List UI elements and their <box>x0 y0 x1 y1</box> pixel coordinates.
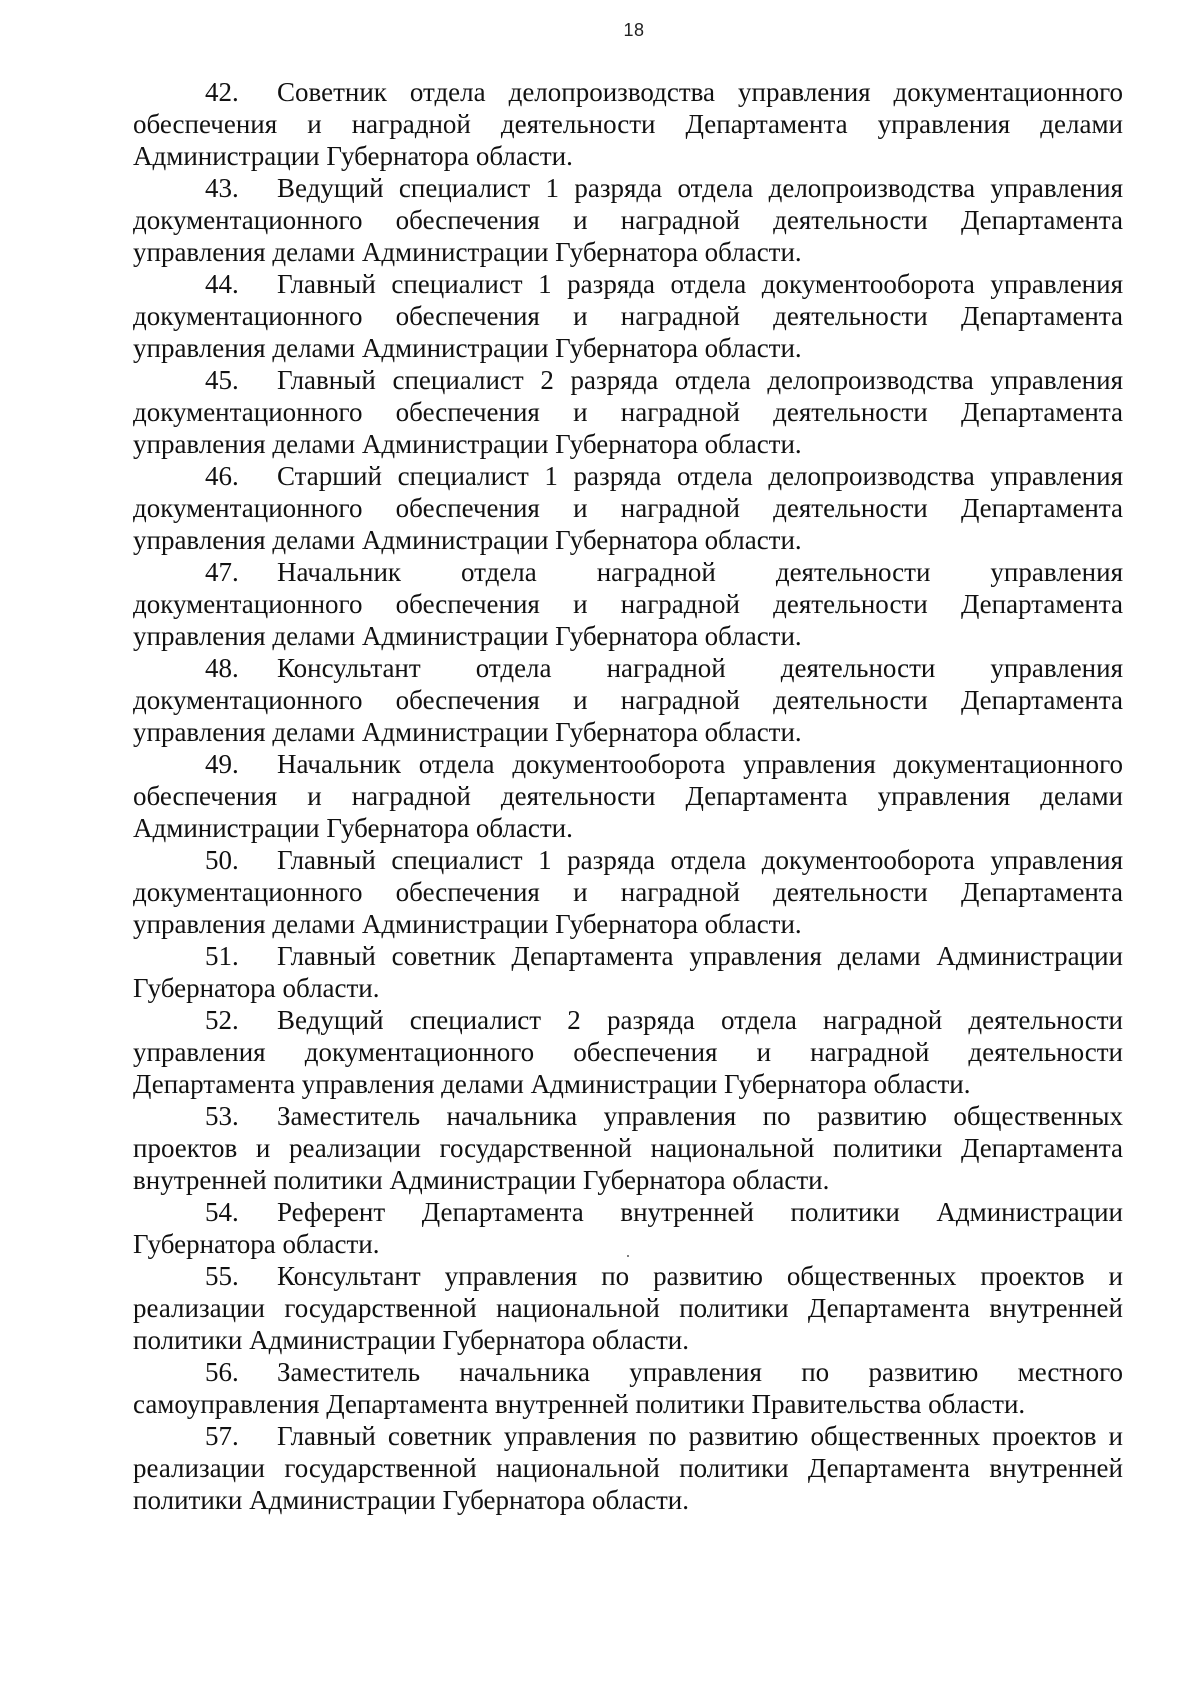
list-item <box>133 76 1123 172</box>
item-number: 46. <box>205 461 239 491</box>
item-number: 57. <box>205 1421 239 1451</box>
item-text: Референт Департамента внутренней политики Администрации Губернатора области. <box>133 1197 1123 1259</box>
item-text: Заместитель начальника управления по развитию местного самоуправления Департамента внутренней политики Правительства области. <box>133 1357 1123 1419</box>
item-number: 56. <box>205 1357 239 1387</box>
item-number: 48. <box>205 653 239 683</box>
item-text: Ведущий специалист 2 разряда отдела наградной деятельности управления документационного обеспечения и наградной деятельности Департамента управления делами Администрации Губернатора области. <box>133 1005 1123 1099</box>
item-number: 42. <box>205 77 239 107</box>
item-text: Заместитель начальника управления по развитию общественных проектов и реализации государственной национальной политики Департамента внутренней политики Администрации Губернатора области. <box>133 1101 1123 1195</box>
list-item <box>133 940 1123 1004</box>
item-number: 53. <box>205 1101 239 1131</box>
item-list <box>133 76 1123 1516</box>
list-item <box>133 1100 1123 1196</box>
item-number: 55. <box>205 1261 239 1291</box>
item-text: Начальник отдела документооборота управления документационного обеспечения и наградной деятельности Департамента управления делами Администрации Губернатора области. <box>133 749 1123 843</box>
item-number: 52. <box>205 1005 239 1035</box>
list-item <box>133 268 1123 364</box>
list-item <box>133 1004 1123 1100</box>
item-text: Главный специалист 1 разряда отдела документооборота управления документационного обеспечения и наградной деятельности Департамента управления делами Администрации Губернатора области. <box>133 845 1123 939</box>
item-number: 45. <box>205 365 239 395</box>
list-item <box>133 556 1123 652</box>
item-number: 51. <box>205 941 239 971</box>
item-text: Ведущий специалист 1 разряда отдела делопроизводства управления документационного обеспечения и наградной деятельности Департамента управления делами Администрации Губернатора области. <box>133 173 1123 267</box>
list-item <box>133 1356 1123 1420</box>
item-text: Главный советник управления по развитию общественных проектов и реализации государственной национальной политики Департамента внутренней политики Администрации Губернатора области. <box>133 1421 1123 1515</box>
item-text: Главный советник Департамента управления делами Администрации Губернатора области. <box>133 941 1123 1003</box>
list-item <box>133 1260 1123 1356</box>
item-number: 49. <box>205 749 239 779</box>
item-number: 54. <box>205 1197 239 1227</box>
list-item <box>133 460 1123 556</box>
item-text: Консультант управления по развитию общественных проектов и реализации государственной национальной политики Департамента внутренней политики Администрации Губернатора области. <box>133 1261 1123 1355</box>
item-number: 47. <box>205 557 239 587</box>
list-item <box>133 844 1123 940</box>
list-item <box>133 1196 1123 1260</box>
item-text: Советник отдела делопроизводства управления документационного обеспечения и наградной деятельности Департамента управления делами Администрации Губернатора области. <box>133 77 1123 171</box>
list-item <box>133 652 1123 748</box>
item-number: 44. <box>205 269 239 299</box>
list-item <box>133 1420 1123 1516</box>
list-item <box>133 364 1123 460</box>
item-text: Главный специалист 2 разряда отдела делопроизводства управления документационного обеспечения и наградной деятельности Департамента управления делами Администрации Губернатора области. <box>133 365 1123 459</box>
scan-speck <box>627 1255 629 1257</box>
item-number: 50. <box>205 845 239 875</box>
list-item <box>133 748 1123 844</box>
item-text: Консультант отдела наградной деятельности управления документационного обеспечения и наградной деятельности Департамента управления делами Администрации Губернатора области. <box>133 653 1123 747</box>
item-text: Главный специалист 1 разряда отдела документооборота управления документационного обеспечения и наградной деятельности Департамента управления делами Администрации Губернатора области. <box>133 269 1123 363</box>
item-number: 43. <box>205 173 239 203</box>
list-item <box>133 172 1123 268</box>
item-text: Старший специалист 1 разряда отдела делопроизводства управления документационного обеспечения и наградной деятельности Департамента управления делами Администрации Губернатора области. <box>133 461 1123 555</box>
item-text: Начальник отдела наградной деятельности управления документационного обеспечения и наградной деятельности Департамента управления делами Администрации Губернатора области. <box>133 557 1123 651</box>
page-number: 18 <box>623 20 645 40</box>
